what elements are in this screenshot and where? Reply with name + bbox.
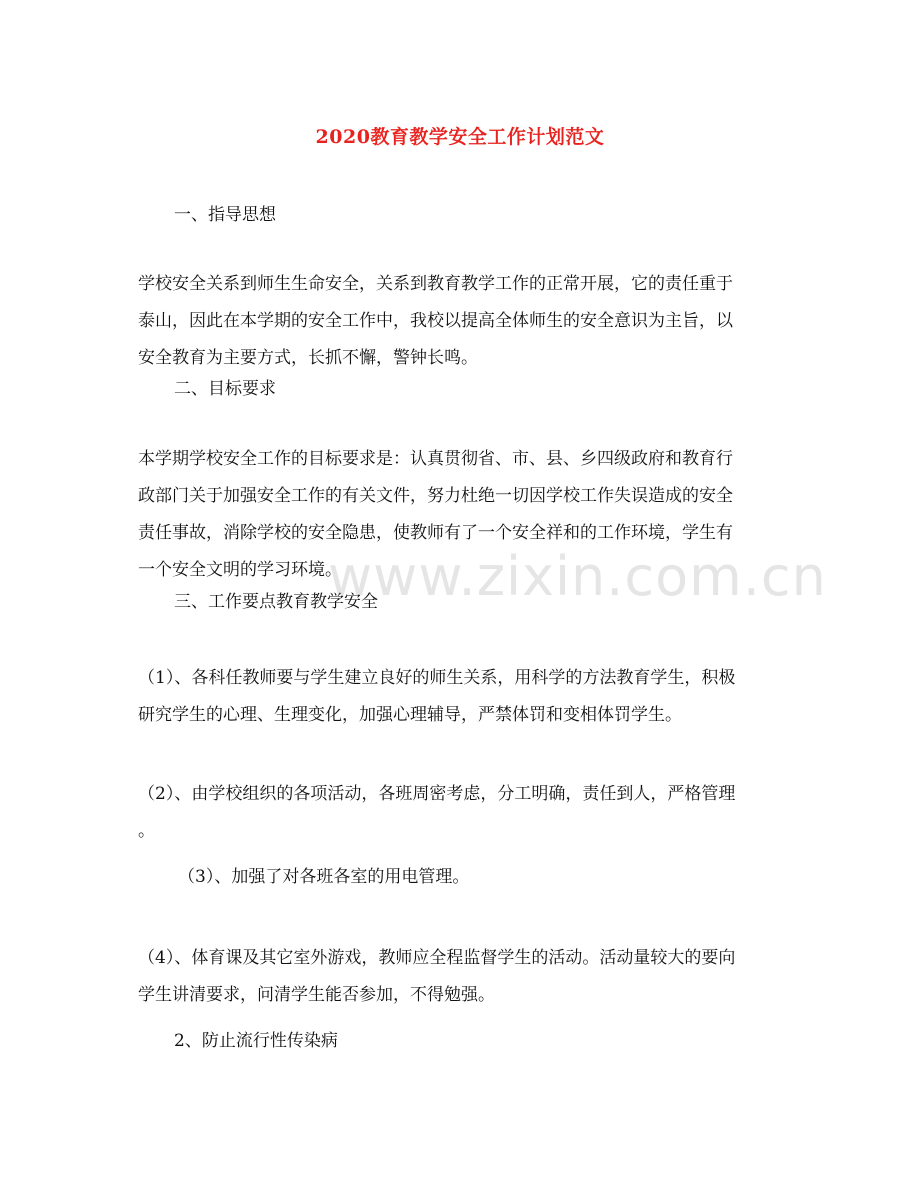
paragraph-line: 。 <box>138 821 155 841</box>
list-item-4 <box>138 940 788 1014</box>
list-item-1 <box>138 660 788 734</box>
list-item-2 <box>138 776 788 850</box>
paragraph-line: 学生讲清要求，问清学生能否参加，不得勉强。 <box>138 985 495 1005</box>
section-heading-guiding-ideology: 一、指导思想 <box>174 205 276 225</box>
section-heading-prevent-epidemic: 2、防止流行性传染病 <box>174 1031 338 1051</box>
document-title: 2020教育教学安全工作计划范文 <box>315 126 605 148</box>
paragraph-line: 一个安全文明的学习环境。 <box>138 560 342 580</box>
paragraph-line: 泰山，因此在本学期的安全工作中，我校以提高全体师生的安全意识为主旨，以 <box>138 311 733 331</box>
section-heading-goals: 二、目标要求 <box>174 379 276 399</box>
paragraph-line: 责任事故，消除学校的安全隐患，使教师有了一个安全祥和的工作环境，学生有 <box>138 523 733 543</box>
paragraph-line: 政部门关于加强安全工作的有关文件，努力杜绝一切因学校工作失误造成的安全 <box>138 486 733 506</box>
watermark: www.zixin.com.cn <box>328 545 827 608</box>
section-heading-work-points: 三、工作要点教育教学安全 <box>174 592 378 612</box>
list-item-3: （3）、加强了对各班各室的用电管理。 <box>178 867 470 887</box>
paragraph-line: 研究学生的心理、生理变化，加强心理辅导，严禁体罚和变相体罚学生。 <box>138 705 682 725</box>
paragraph-line: 本学期学校安全工作的目标要求是：认真贯彻省、市、县、乡四级政府和教育行 <box>138 449 733 469</box>
paragraph-line: （4）、体育课及其它室外游戏，教师应全程监督学生的活动。活动量较大的要向 <box>138 948 736 968</box>
paragraph-line: 学校安全关系到师生生命安全，关系到教育教学工作的正常开展，它的责任重于 <box>138 274 733 294</box>
paragraph-line: （1）、各科任教师要与学生建立良好的师生关系，用科学的方法教育学生，积极 <box>138 668 736 688</box>
paragraph-line: （2）、由学校组织的各项活动，各班周密考虑，分工明确，责任到人，严格管理 <box>138 784 736 804</box>
paragraph-guiding-ideology <box>138 266 788 377</box>
paragraph-line: 安全教育为主要方式，长抓不懈，警钟长鸣。 <box>138 348 478 368</box>
